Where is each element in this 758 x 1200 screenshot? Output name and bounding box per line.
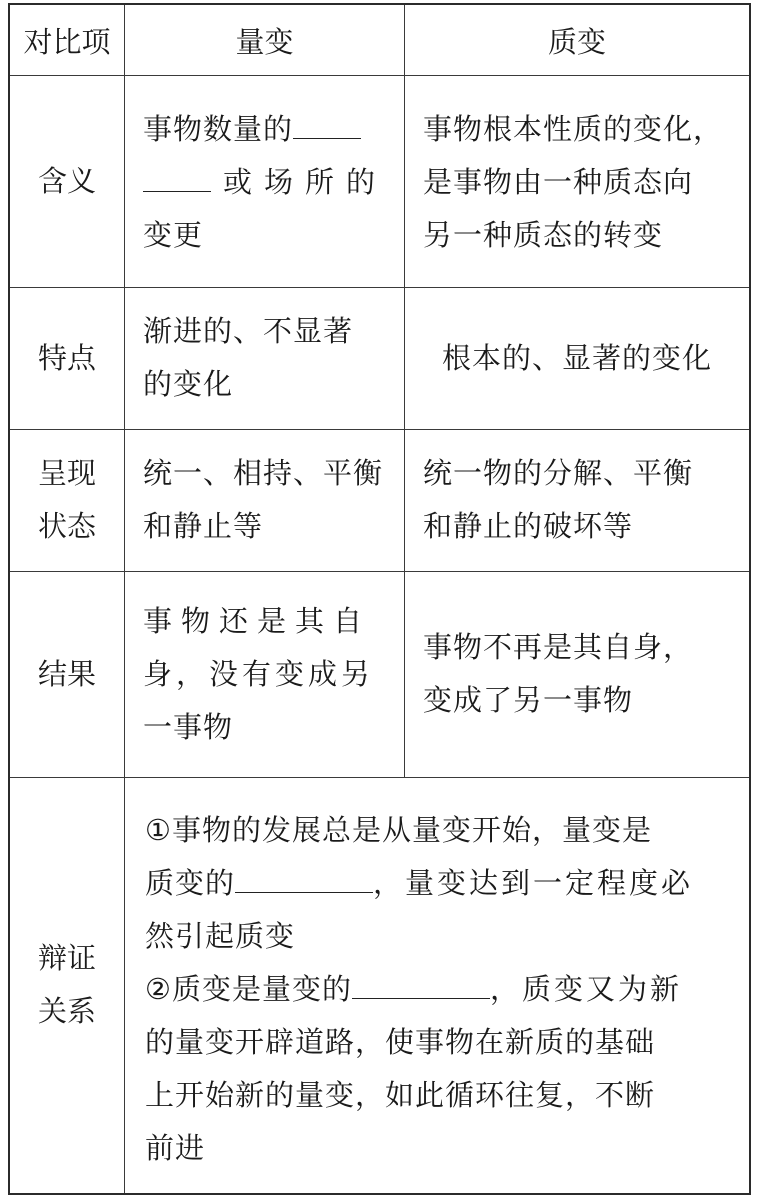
meaning-quantitative-line1: 事物数量的 <box>143 112 294 146</box>
row-label-result: 结果 <box>10 571 125 777</box>
meaning-qualitative-line1: 事物根本性质的变化， <box>423 112 724 146</box>
state-quantitative-line2: 和静止等 <box>143 509 264 543</box>
features-qualitative-cell <box>405 287 749 429</box>
features-quantitative-line1: 渐进的、不显著 <box>143 314 354 348</box>
dialectic-p2-line3: 上开始新的量变，如此循环往复，不断 <box>145 1078 656 1112</box>
meaning-qualitative-line2: 是事物由一种质态向 <box>423 165 694 199</box>
result-qualitative-cell <box>405 571 749 777</box>
state-quantitative-cell <box>125 429 405 571</box>
result-qualitative-text <box>405 621 749 727</box>
dialectic-p2-line4: 前进 <box>145 1131 206 1165</box>
dialectic-p2-line1-post: ，质变又为新 <box>490 972 683 1006</box>
fill-in-blank <box>235 862 373 893</box>
result-quantitative-line2: 身，没有变成另 <box>143 657 375 691</box>
dialectic-p1-line2-pre: 质变的 <box>145 866 236 900</box>
state-qualitative-cell <box>405 429 749 571</box>
row-label-state-line2: 状态 <box>37 509 96 543</box>
dialectic-p1-line1: ①事物的发展总是从量变开始，量变是 <box>145 813 652 847</box>
meaning-quantitative-line3: 变更 <box>143 218 204 252</box>
dialectic-p1-line2-post: ，量变达到一定程度必 <box>373 866 694 900</box>
state-qualitative-line2: 和静止的破坏等 <box>423 509 634 543</box>
result-quantitative-cell <box>125 571 405 777</box>
header-qualitative-change: 质变 <box>547 24 606 59</box>
state-qualitative-text <box>423 447 739 553</box>
result-quantitative-line1: 事物还是其自 <box>143 604 372 638</box>
meaning-qualitative-text <box>423 103 739 262</box>
result-quantitative-line3: 一事物 <box>143 710 234 744</box>
fill-in-blank <box>352 968 490 999</box>
table-row-meaning <box>10 75 749 288</box>
meaning-quantitative-text <box>143 103 394 262</box>
table-row-features <box>10 287 749 430</box>
fill-in-blank <box>293 108 361 139</box>
features-quantitative-line2: 的变化 <box>143 367 234 401</box>
dialectic-text <box>145 804 737 1175</box>
dialectic-p1-line3: 然引起质变 <box>145 919 296 953</box>
comparison-table <box>8 3 751 1195</box>
row-label-dialectic <box>10 777 125 1193</box>
dialectic-p2-line1-pre: ②质变是量变的 <box>145 972 352 1006</box>
row-label-meaning: 含义 <box>10 75 125 287</box>
meaning-qualitative-line3: 另一种质态的转变 <box>423 218 664 252</box>
meaning-quantitative-cell <box>125 75 405 287</box>
result-quantitative-text <box>143 595 394 754</box>
meaning-qualitative-cell <box>405 75 749 287</box>
row-label-features: 特点 <box>10 287 125 429</box>
result-qualitative-line2: 变成了另一事物 <box>423 683 634 717</box>
features-qualitative-line1: 根本的、显著的变化 <box>441 340 712 375</box>
table-row-state <box>10 429 749 572</box>
table-row-result <box>10 571 749 778</box>
dialectic-p2-line2: 的量变开辟道路，使事物在新质的基础 <box>145 1025 656 1059</box>
row-label-state <box>10 429 125 571</box>
features-quantitative-text <box>143 305 394 411</box>
fill-in-blank <box>143 161 211 192</box>
meaning-quantitative-line2: 或场所的 <box>223 165 388 199</box>
dialectic-content-cell <box>125 777 749 1193</box>
table-row-dialectic <box>10 777 749 1193</box>
state-quantitative-text <box>143 447 394 553</box>
header-quantitative-change: 量变 <box>125 5 405 75</box>
header-compare-item: 对比项 <box>10 5 125 75</box>
result-qualitative-line1: 事物不再是其自身， <box>423 630 694 664</box>
table-header-row <box>10 5 749 76</box>
row-label-state-line1: 呈现 <box>37 456 96 490</box>
features-quantitative-cell <box>125 287 405 429</box>
state-quantitative-line1: 统一、相持、平衡 <box>143 456 384 490</box>
row-label-dialectic-line1: 辩证 <box>37 941 96 975</box>
row-label-dialectic-line2: 关系 <box>37 994 96 1028</box>
state-qualitative-line1: 统一物的分解、平衡 <box>423 456 694 490</box>
